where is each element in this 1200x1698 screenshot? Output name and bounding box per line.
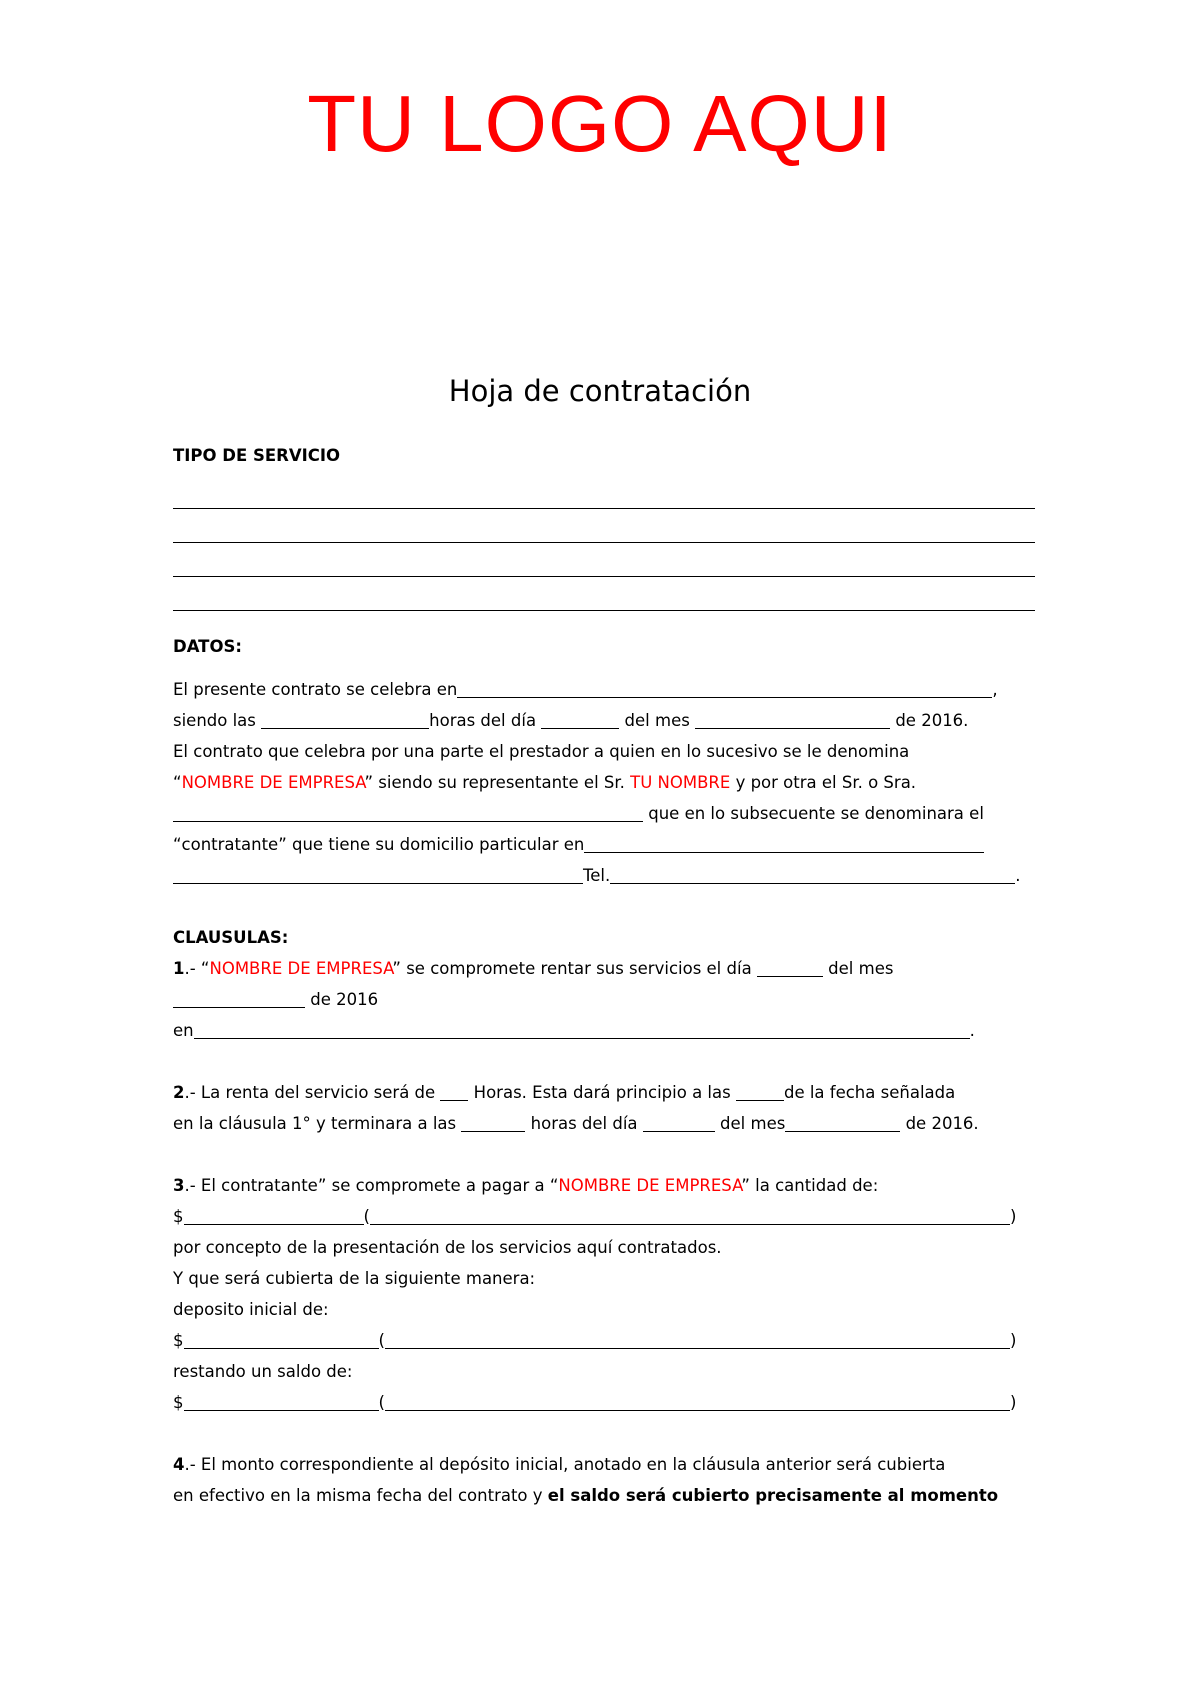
blank-amount-words-field bbox=[385, 1391, 1010, 1411]
blank-line bbox=[173, 517, 1035, 551]
clausula-3 bbox=[173, 1232, 1035, 1263]
company-name-placeholder: NOMBRE DE EMPRESA bbox=[209, 959, 393, 978]
text: Tel. bbox=[583, 866, 611, 885]
datos-heading: DATOS: bbox=[173, 637, 242, 656]
clausula-4 bbox=[173, 1449, 1035, 1480]
datos-line bbox=[173, 674, 1035, 705]
blank-field bbox=[261, 709, 429, 729]
company-name-placeholder: NOMBRE DE EMPRESA bbox=[558, 1176, 742, 1195]
your-name-placeholder: TU NOMBRE bbox=[630, 773, 731, 792]
datos-line bbox=[173, 829, 1035, 860]
text: ( bbox=[363, 1207, 370, 1226]
clausula-3 bbox=[173, 1263, 1035, 1294]
blank-field bbox=[584, 833, 984, 853]
blank-field bbox=[440, 1081, 468, 1101]
datos-line bbox=[173, 860, 1035, 891]
text: “contratante” que tiene su domicilio particular en bbox=[173, 835, 585, 854]
text: en bbox=[173, 1021, 194, 1040]
text: ” la cantidad de: bbox=[741, 1176, 879, 1195]
blank-line bbox=[173, 551, 1035, 585]
text: y por otra el Sr. o Sra. bbox=[730, 773, 917, 792]
text: restando un saldo de: bbox=[173, 1362, 353, 1381]
text: . bbox=[1015, 866, 1021, 885]
text: del mes bbox=[822, 959, 894, 978]
text: , bbox=[992, 680, 998, 699]
blank-field bbox=[785, 1112, 900, 1132]
clause-number: 1 bbox=[173, 959, 185, 978]
clause-number: 2 bbox=[173, 1083, 185, 1102]
bold-text: el saldo será cubierto precisamente al momento bbox=[547, 1486, 999, 1505]
logo-placeholder: TU LOGO AQUI bbox=[307, 79, 893, 168]
text: El contrato que celebra por una parte el prestador a quien en lo sucesivo se le denomina bbox=[173, 742, 910, 761]
text: Y que será cubierta de la siguiente manera: bbox=[173, 1269, 536, 1288]
text: del mes bbox=[714, 1114, 786, 1133]
text: ) bbox=[1009, 1393, 1017, 1412]
text: .- La renta del servicio será de bbox=[184, 1083, 441, 1102]
blank-field bbox=[173, 864, 583, 884]
clausula-2 bbox=[173, 1077, 1035, 1108]
tipo-servicio-heading: TIPO DE SERVICIO bbox=[173, 446, 341, 465]
text: por concepto de la presentación de los servicios aquí contratados. bbox=[173, 1238, 722, 1257]
amount-line bbox=[173, 1201, 1035, 1232]
clausula-3 bbox=[173, 1356, 1035, 1387]
text: ” siendo su representante el Sr. bbox=[364, 773, 631, 792]
text: .- El monto correspondiente al depósito inicial, anotado en la cláusula anterior será cubierta bbox=[184, 1455, 946, 1474]
datos-line bbox=[173, 736, 1035, 767]
blank-line bbox=[173, 483, 1035, 517]
text: deposito inicial de: bbox=[173, 1300, 329, 1319]
text: del mes bbox=[619, 711, 696, 730]
clausulas-heading: CLAUSULAS: bbox=[173, 928, 289, 947]
text: ) bbox=[1009, 1331, 1017, 1350]
text: ( bbox=[378, 1331, 385, 1350]
dollar-sign: $ bbox=[173, 1393, 184, 1412]
datos-line bbox=[173, 767, 1035, 798]
blank-amount-words-field bbox=[385, 1329, 1010, 1349]
blank-field bbox=[457, 678, 992, 698]
text: de 2016. bbox=[890, 711, 969, 730]
text: que en lo subsecuente se denominara el bbox=[643, 804, 984, 823]
clausula-3 bbox=[173, 1294, 1035, 1325]
document-body bbox=[173, 440, 1035, 1511]
blank-amount-field bbox=[184, 1391, 379, 1411]
text: El presente contrato se celebra en bbox=[173, 680, 458, 699]
text: siendo las bbox=[173, 711, 262, 730]
text: Horas. Esta dará principio a las bbox=[468, 1083, 736, 1102]
text: horas del día bbox=[525, 1114, 643, 1133]
blank-field bbox=[643, 1112, 715, 1132]
text: de 2016. bbox=[900, 1114, 979, 1133]
datos-line bbox=[173, 705, 1035, 736]
blank-field bbox=[757, 957, 823, 977]
text: .- “ bbox=[184, 959, 210, 978]
text: ) bbox=[1009, 1207, 1017, 1226]
blank-field bbox=[173, 802, 643, 822]
datos-line bbox=[173, 798, 1035, 829]
blank-amount-field bbox=[184, 1205, 364, 1225]
text: ( bbox=[378, 1393, 385, 1412]
text: de 2016 bbox=[305, 990, 379, 1009]
text: horas del día bbox=[429, 711, 542, 730]
text: de la fecha señalada bbox=[783, 1083, 956, 1102]
amount-line bbox=[173, 1387, 1035, 1418]
blank-field bbox=[194, 1019, 970, 1039]
blank-field bbox=[541, 709, 619, 729]
text: ” se compromete rentar sus servicios el día bbox=[392, 959, 757, 978]
clause-number: 3 bbox=[173, 1176, 185, 1195]
clausula-3 bbox=[173, 1170, 1035, 1201]
blank-field bbox=[173, 988, 305, 1008]
document-title: Hoja de contratación bbox=[448, 374, 752, 408]
blank-amount-words-field bbox=[370, 1205, 1010, 1225]
blank-field bbox=[695, 709, 890, 729]
clausula-2 bbox=[173, 1108, 1035, 1139]
clause-number: 4 bbox=[173, 1455, 185, 1474]
blank-field bbox=[736, 1081, 784, 1101]
clausula-1 bbox=[173, 953, 1035, 984]
blank-amount-field bbox=[184, 1329, 379, 1349]
amount-line bbox=[173, 1325, 1035, 1356]
text: “ bbox=[173, 773, 182, 792]
clausula-1 bbox=[173, 984, 1035, 1015]
text: en efectivo en la misma fecha del contrato y bbox=[173, 1486, 548, 1505]
dollar-sign: $ bbox=[173, 1207, 184, 1226]
dollar-sign: $ bbox=[173, 1331, 184, 1350]
text: . bbox=[969, 1021, 975, 1040]
blank-line bbox=[173, 585, 1035, 619]
blank-field bbox=[461, 1112, 525, 1132]
clausula-4 bbox=[173, 1480, 1035, 1511]
blank-field bbox=[610, 864, 1015, 884]
text: .- El contratante” se compromete a pagar a “ bbox=[184, 1176, 559, 1195]
company-name-placeholder: NOMBRE DE EMPRESA bbox=[181, 773, 365, 792]
text: en la cláusula 1° y terminara a las bbox=[173, 1114, 462, 1133]
clausula-1 bbox=[173, 1015, 1035, 1046]
